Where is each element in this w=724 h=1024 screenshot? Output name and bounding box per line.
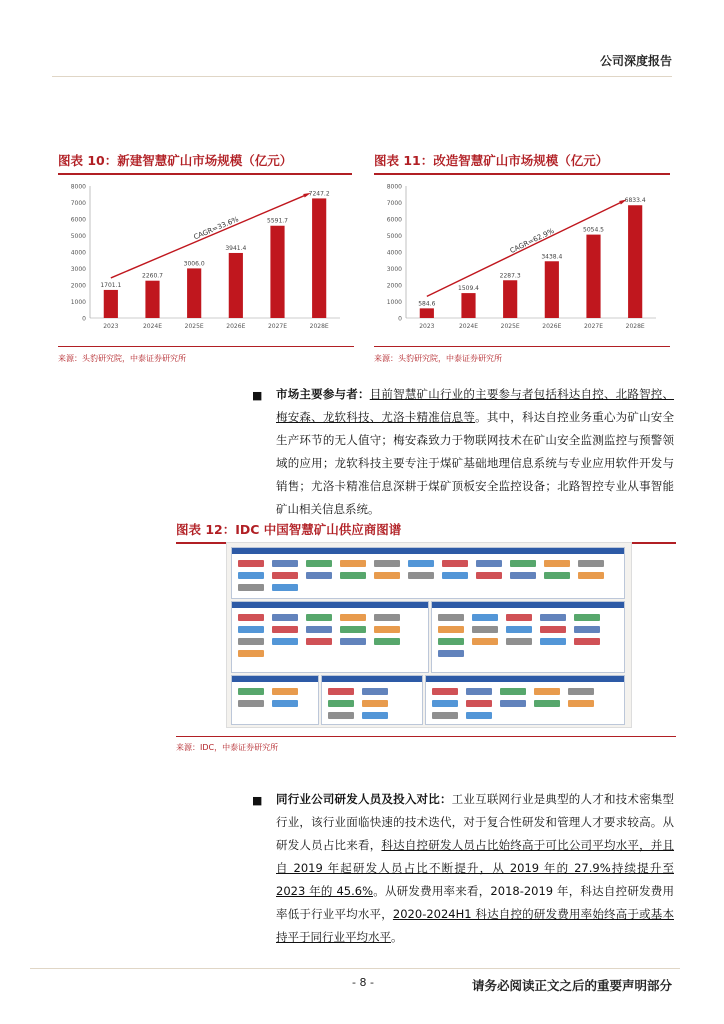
bar-value-label: 5591.7 <box>267 217 288 225</box>
bar-2025E <box>503 280 517 318</box>
bar-2024E <box>461 293 475 318</box>
supplier-logo-tile <box>544 560 570 567</box>
supplier-logo-tile <box>340 560 366 567</box>
supplier-logo-tile <box>238 650 264 657</box>
supplier-logo-tile <box>272 700 298 707</box>
supplier-panel-header <box>232 602 428 608</box>
supplier-logo-tile <box>544 572 570 579</box>
supplier-logo-tile <box>306 572 332 579</box>
supplier-logo-tile <box>238 560 264 567</box>
bar-2028E <box>628 205 642 318</box>
y-tick-label: 2000 <box>386 282 402 290</box>
supplier-logo-tile <box>408 560 434 567</box>
supplier-logo-tile <box>442 572 468 579</box>
supplier-logo-tile <box>540 614 566 621</box>
supplier-logo-tile <box>238 626 264 633</box>
y-tick-label: 0 <box>398 315 402 323</box>
supplier-logo-tile <box>306 626 332 633</box>
supplier-logo-tile <box>362 700 388 707</box>
market-participants-paragraph <box>276 383 674 521</box>
supplier-logo-tile <box>238 688 264 695</box>
supplier-logo-tile <box>272 688 298 695</box>
x-tick-label: 2028E <box>625 323 645 330</box>
bar-2027E <box>270 226 284 318</box>
supplier-logo-tile <box>362 688 388 695</box>
y-tick-label: 0 <box>82 315 86 323</box>
supplier-map-image <box>226 542 632 728</box>
figure10-source-divider <box>58 346 354 347</box>
bar-2026E <box>545 261 559 318</box>
y-tick-label: 3000 <box>386 266 402 273</box>
x-tick-label: 2027E <box>583 323 604 330</box>
supplier-logo-tile <box>506 638 532 645</box>
supplier-logo-tile <box>438 614 464 621</box>
supplier-logo-tile <box>472 626 498 633</box>
figure11-chart <box>374 178 670 342</box>
supplier-panel-header <box>322 676 422 682</box>
supplier-logo-tile <box>534 688 560 695</box>
supplier-panel <box>231 547 625 599</box>
x-tick-label: 2025E <box>500 323 520 330</box>
figure12-source-divider <box>176 736 676 737</box>
supplier-logo-tile <box>540 626 566 633</box>
bar-value-label: 3941.4 <box>225 244 247 252</box>
page-number: - 8 - <box>352 976 374 989</box>
para2-text1: 工业互联网行业是典型的人才和技术密集型行业，该行业面临快速的技术迭代，对于复合性研发和管理人才要求较高。从研发人员占比来看， <box>276 792 675 852</box>
supplier-logo-tile <box>432 688 458 695</box>
supplier-panel <box>231 675 319 725</box>
x-tick-label: 2028E <box>309 323 329 330</box>
supplier-logo-tile <box>568 688 594 695</box>
supplier-logo-tile <box>340 572 366 579</box>
supplier-logo-tile <box>306 638 332 645</box>
para1-rest: 。其中，科达自控业务重心为矿山安全生产环节的无人值守；梅安森致力于物联网技术在矿山安全监测监控与预警领域的应用；龙软科技主要专注于煤矿基础地理信息系统与专业应用软件开发与销售；尤洛卡精准信息深耕于煤矿顶板安全监控设备；北路智控专业从事智能矿山相关信息系统。 <box>276 410 675 516</box>
supplier-logo-tile <box>272 614 298 621</box>
supplier-logo-tile <box>438 650 464 657</box>
supplier-logo-tile <box>438 626 464 633</box>
supplier-logo-tile <box>506 626 532 633</box>
figure11-source-divider <box>374 346 670 347</box>
supplier-logo-tile <box>506 614 532 621</box>
bar-value-label: 5054.5 <box>583 226 604 234</box>
bar-value-label: 2287.3 <box>499 272 521 280</box>
y-tick-label: 1000 <box>70 299 86 306</box>
x-tick-label: 2025E <box>184 323 204 330</box>
bar-value-label: 584.6 <box>418 300 436 308</box>
supplier-logo-tile <box>306 560 332 567</box>
supplier-logo-tile <box>340 638 366 645</box>
y-tick-label: 7000 <box>386 200 402 207</box>
supplier-logo-tile <box>340 626 366 633</box>
supplier-panel-header <box>232 548 624 554</box>
supplier-logo-tile <box>466 688 492 695</box>
figure11-chart-svg <box>374 178 670 338</box>
supplier-logo-tile <box>306 614 332 621</box>
bullet-square-icon: ■ <box>252 389 263 402</box>
supplier-logo-tile <box>238 614 264 621</box>
supplier-logo-tile <box>540 638 566 645</box>
supplier-logo-tile <box>578 572 604 579</box>
footer-disclaimer: 请务必阅读正文之后的重要声明部分 <box>471 978 672 993</box>
bullet-square-icon: ■ <box>252 794 263 807</box>
supplier-panel <box>231 601 429 673</box>
bar-2023 <box>420 308 434 318</box>
y-tick-label: 7000 <box>70 200 86 207</box>
supplier-logo-tile <box>510 560 536 567</box>
supplier-logo-tile <box>510 572 536 579</box>
cagr-label: CAGR=33.6% <box>192 215 240 242</box>
rd-comparison-paragraph <box>276 788 674 949</box>
supplier-logo-tile <box>534 700 560 707</box>
supplier-logo-tile <box>362 712 388 719</box>
supplier-logo-tile <box>466 712 492 719</box>
x-tick-label: 2023 <box>419 323 435 330</box>
figure12-title: 图表 12：IDC 中国智慧矿山供应商图谱 <box>176 520 676 544</box>
supplier-logo-tile <box>574 626 600 633</box>
supplier-logo-tile <box>476 560 502 567</box>
bar-value-label: 1701.1 <box>100 281 122 289</box>
bar-2024E <box>145 281 159 318</box>
x-tick-label: 2026E <box>542 323 562 330</box>
bar-2028E <box>312 198 326 318</box>
supplier-logo-tile <box>568 700 594 707</box>
supplier-panel <box>321 675 423 725</box>
supplier-logo-tile <box>272 626 298 633</box>
para1-underlined: 目前智慧矿山行业的主要参与者包括科达自控、北路智控、梅安森、龙软科技、尤洛卡精准信息等 <box>276 387 675 424</box>
supplier-logo-tile <box>272 572 298 579</box>
bar-value-label: 1509.4 <box>458 285 479 293</box>
para2-text3: 。 <box>391 930 403 944</box>
supplier-logo-tile <box>472 638 498 645</box>
y-tick-label: 5000 <box>386 233 402 240</box>
supplier-logo-tile <box>432 700 458 707</box>
x-tick-label: 2024E <box>142 323 163 330</box>
supplier-logo-tile <box>272 638 298 645</box>
x-tick-label: 2023 <box>103 323 119 330</box>
supplier-logo-tile <box>432 712 458 719</box>
cagr-label: CAGR=62.9% <box>508 226 556 256</box>
figure10-chart-svg <box>58 178 354 338</box>
header-divider <box>52 76 672 77</box>
footer-divider <box>30 968 680 969</box>
supplier-logo-tile <box>340 614 366 621</box>
figure12-source: 来源：IDC，中泰证券研究所 <box>176 743 279 752</box>
figure10-chart <box>58 178 354 342</box>
supplier-logo-tile <box>238 638 264 645</box>
bar-value-label: 6833.4 <box>624 197 646 205</box>
supplier-logo-tile <box>328 712 354 719</box>
supplier-logo-tile <box>272 560 298 567</box>
x-tick-label: 2027E <box>267 323 288 330</box>
supplier-logo-tile <box>374 614 400 621</box>
y-tick-label: 8000 <box>70 183 86 191</box>
supplier-logo-tile <box>438 638 464 645</box>
y-tick-label: 2000 <box>70 282 86 290</box>
y-tick-label: 1000 <box>386 299 402 306</box>
supplier-logo-tile <box>328 688 354 695</box>
supplier-logo-tile <box>328 700 354 707</box>
para2-text2: 。从研发费用率来看，2018-2019 年，科达自控研发费用率低于行业平均水平， <box>276 884 674 921</box>
y-tick-label: 4000 <box>70 249 86 257</box>
bar-value-label: 3438.4 <box>541 253 563 261</box>
supplier-logo-tile <box>578 560 604 567</box>
y-tick-label: 3000 <box>70 266 86 273</box>
supplier-logo-tile <box>238 572 264 579</box>
bar-2023 <box>104 290 118 318</box>
y-tick-label: 5000 <box>70 233 86 240</box>
bar-value-label: 2260.7 <box>142 272 163 280</box>
supplier-panel-header <box>432 602 624 608</box>
supplier-logo-tile <box>238 584 264 591</box>
x-tick-label: 2024E <box>458 323 479 330</box>
figure10-source: 来源：头豹研究院，中泰证券研究所 <box>58 354 186 363</box>
supplier-logo-tile <box>238 700 264 707</box>
supplier-logo-tile <box>574 614 600 621</box>
supplier-panel <box>425 675 625 725</box>
supplier-panel-header <box>426 676 624 682</box>
para2-underlined-1: 科达自控研发人员占比始终高于可比公司平均水平，并且自 2019 年起研发人员占比不断提升，从 2019 年的 27.9%持续提升至 2023 年的 45.6% <box>276 838 675 898</box>
bar-value-label: 7247.2 <box>308 190 330 198</box>
supplier-panel-header <box>232 676 318 682</box>
figure10-title: 图表 10：新建智慧矿山市场规模（亿元） <box>58 151 352 175</box>
figure11-source: 来源：头豹研究院，中泰证券研究所 <box>374 354 502 363</box>
supplier-logo-tile <box>500 700 526 707</box>
bar-2027E <box>586 235 600 318</box>
figure11-title: 图表 11：改造智慧矿山市场规模（亿元） <box>374 151 670 175</box>
para1-lead: 市场主要参与者： <box>276 387 370 401</box>
supplier-logo-tile <box>442 560 468 567</box>
y-tick-label: 8000 <box>386 183 402 191</box>
y-tick-label: 6000 <box>386 216 402 224</box>
supplier-logo-tile <box>472 614 498 621</box>
supplier-logo-tile <box>374 626 400 633</box>
bar-2025E <box>187 268 201 318</box>
x-tick-label: 2026E <box>226 323 246 330</box>
supplier-logo-tile <box>374 638 400 645</box>
bar-2026E <box>229 253 243 318</box>
supplier-logo-tile <box>374 560 400 567</box>
supplier-logo-tile <box>374 572 400 579</box>
report-header-title: 公司深度报告 <box>599 54 672 68</box>
para2-underlined-2: 2020-2024H1 科达自控的研发费用率始终高于或基本持平于同行业平均水平 <box>276 907 674 944</box>
para2-lead: 同行业公司研发人员及投入对比： <box>276 792 452 806</box>
supplier-logo-tile <box>466 700 492 707</box>
supplier-panel <box>431 601 625 673</box>
supplier-logo-tile <box>574 638 600 645</box>
y-tick-label: 4000 <box>386 249 402 257</box>
supplier-logo-tile <box>500 688 526 695</box>
supplier-logo-tile <box>272 584 298 591</box>
bar-value-label: 3006.0 <box>183 260 205 268</box>
supplier-logo-tile <box>408 572 434 579</box>
supplier-logo-tile <box>476 572 502 579</box>
y-tick-label: 6000 <box>70 216 86 224</box>
